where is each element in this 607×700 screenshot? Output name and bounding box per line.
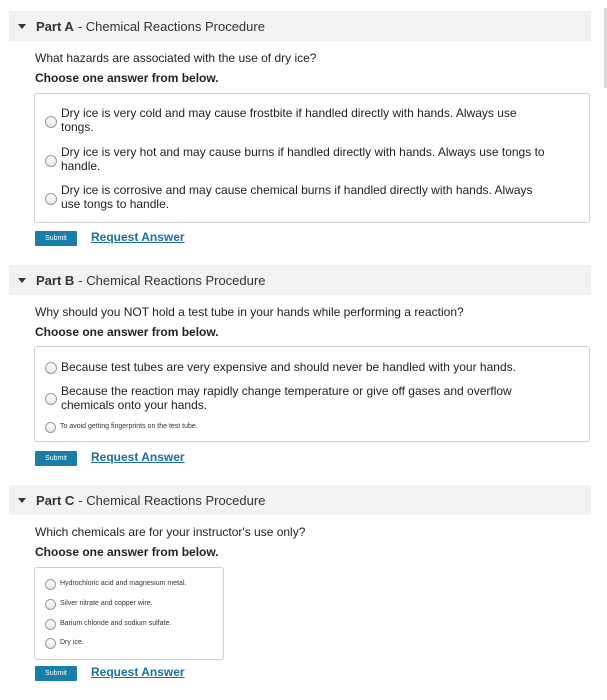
radio-button[interactable]: [45, 579, 56, 590]
part-b-question: Why should you NOT hold a test tube in your hands while performing a reaction?: [35, 305, 464, 319]
option-text-line1: Because the reaction may rapidly change temperature or give off gases and overflow: [61, 384, 512, 398]
radio-button[interactable]: [45, 116, 57, 128]
option-text: Because test tubes are very expensive and should never be handled with your hands.: [61, 360, 516, 374]
radio-button[interactable]: [45, 638, 56, 649]
part-b-option-2[interactable]: [45, 384, 581, 412]
option-text: To avoid getting fingerprints on the test tube.: [60, 423, 198, 430]
caret-down-icon[interactable]: [18, 278, 26, 283]
part-a-instruction: Choose one answer from below.: [35, 71, 219, 85]
radio-button[interactable]: [45, 362, 57, 374]
part-a-answer-box: [34, 93, 590, 223]
radio-button[interactable]: [45, 422, 56, 433]
radio-button[interactable]: [45, 193, 57, 205]
part-b-answer-box: [34, 346, 590, 442]
part-c-instruction: Choose one answer from below.: [35, 545, 219, 559]
caret-down-icon[interactable]: [18, 24, 26, 29]
part-a-label: Part A: [36, 18, 74, 34]
part-c-title: - Chemical Reactions Procedure: [78, 492, 266, 508]
radio-button[interactable]: [45, 393, 57, 405]
part-c-question: Which chemicals are for your instructor's use only?: [35, 525, 306, 539]
part-b-label: Part B: [36, 272, 75, 288]
part-c-submit-button[interactable]: Submit: [35, 666, 77, 681]
radio-button[interactable]: [45, 599, 56, 610]
part-b-title: - Chemical Reactions Procedure: [78, 272, 266, 288]
part-c-option-2[interactable]: [45, 599, 215, 610]
part-c-header[interactable]: [9, 485, 591, 515]
part-c-option-3[interactable]: [45, 619, 215, 630]
option-text-line1: Dry ice is corrosive and may cause chemical burns if handled directly with hands. Always: [61, 183, 533, 197]
option-text: Barium chloride and sodium sulfate.: [60, 620, 172, 627]
part-b-request-answer-link[interactable]: Request Answer: [91, 450, 185, 464]
option-text: Hydrochloric acid and magnesium metal.: [60, 580, 187, 587]
option-text-line2: chemicals onto your hands.: [61, 398, 208, 412]
option-text: Dry ice.: [60, 639, 84, 646]
option-text-line1: Dry ice is very cold and may cause frostbite if handled directly with hands. Always use: [61, 106, 517, 120]
part-a-title: - Chemical Reactions Procedure: [77, 18, 265, 34]
caret-down-icon[interactable]: [18, 498, 26, 503]
part-a-request-answer-link[interactable]: Request Answer: [91, 230, 185, 244]
part-c-request-answer-link[interactable]: Request Answer: [91, 665, 185, 679]
part-b-option-3[interactable]: [45, 422, 581, 433]
option-text-line2: handle.: [61, 159, 101, 173]
part-b-option-1[interactable]: [45, 360, 581, 374]
part-a-header[interactable]: [9, 11, 591, 41]
part-a-option-3[interactable]: [45, 183, 581, 211]
option-text-line2: use tongs to handle.: [61, 197, 170, 211]
part-a-submit-button[interactable]: Submit: [35, 231, 77, 246]
option-text-line2: tongs.: [61, 120, 94, 134]
part-c-answer-box: [34, 567, 224, 660]
part-c-option-1[interactable]: [45, 579, 215, 590]
part-c-label: Part C: [36, 492, 75, 508]
part-c-option-4[interactable]: [45, 638, 215, 649]
part-b-submit-button[interactable]: Submit: [35, 451, 77, 466]
radio-button[interactable]: [45, 619, 56, 630]
part-b-instruction: Choose one answer from below.: [35, 325, 219, 339]
option-text-line1: Dry ice is very hot and may cause burns if handled directly with hands. Always use tongs to: [61, 145, 545, 159]
part-a-question: What hazards are associated with the use of dry ice?: [35, 51, 317, 65]
part-a-option-2[interactable]: [45, 145, 581, 173]
part-a-option-1[interactable]: [45, 106, 581, 134]
radio-button[interactable]: [45, 155, 57, 167]
option-text: Silver nitrate and copper wire.: [60, 600, 153, 607]
part-b-header[interactable]: [9, 265, 591, 295]
